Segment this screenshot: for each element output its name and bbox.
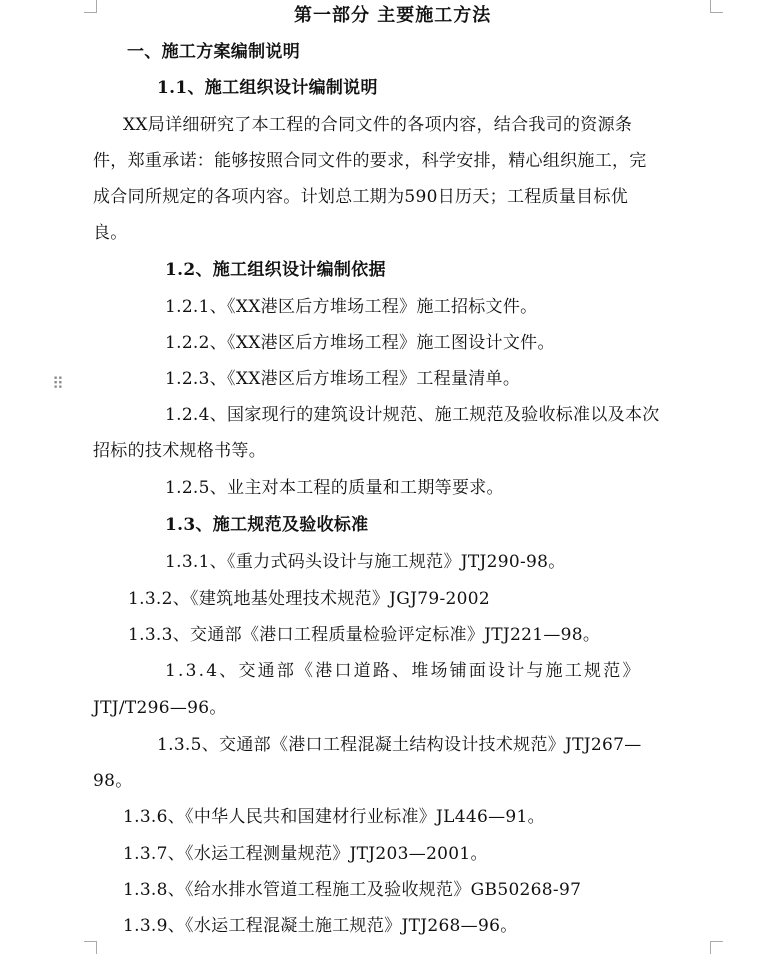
page-title: 第一部分 主要施工方法 <box>294 5 492 26</box>
list-item-continuation: JTJ/T296—96。 <box>93 698 227 718</box>
list-item: 1.2.4、国家现行的建筑设计规范、施工规范及验收标准以及本次 <box>165 405 660 425</box>
crop-mark-bottom-right <box>710 941 723 954</box>
crop-mark-top-left <box>84 0 97 13</box>
list-item: 1.3.2、《建筑地基处理技术规范》JGJ79-2002 <box>128 589 491 609</box>
paragraph-line: XX局详细研究了本工程的合同文件的各项内容，结合我司的资源条 <box>123 115 633 135</box>
crop-mark-bottom-left <box>84 941 97 954</box>
list-item: 1.3.5、交通部《港口工程混凝土结构设计技术规范》JTJ267— <box>157 735 642 755</box>
paragraph-line: 成合同所规定的各项内容。计划总工期为590日历天；工程质量目标优 <box>93 187 629 207</box>
list-item-continuation: 招标的技术规格书等。 <box>93 441 266 461</box>
crop-mark-top-right <box>710 0 723 13</box>
list-item: 1.3.6、《中华人民共和国建材行业标准》JL446—91。 <box>123 807 545 827</box>
paragraph-line: 良。 <box>93 223 128 243</box>
subheading-1-3: 1.3、施工规范及验收标准 <box>165 515 369 535</box>
list-item: 1.3.3、交通部《港口工程质量检验评定标准》JTJ221—98。 <box>128 625 601 645</box>
drag-handle-icon[interactable]: ⠿ <box>52 374 64 393</box>
list-item: 1.3.1、《重力式码头设计与施工规范》JTJ290-98。 <box>165 552 566 572</box>
subheading-1-2: 1.2、施工组织设计编制依据 <box>165 260 386 280</box>
list-item: 1.3.8、《给水排水管道工程施工及验收规范》GB50268-97 <box>123 880 582 900</box>
subheading-1-1: 1.1、施工组织设计编制说明 <box>157 78 378 98</box>
list-item: 1.2.3、《XX港区后方堆场工程》工程量清单。 <box>165 369 521 389</box>
list-item: 1.3.9、《水运工程混凝土施工规范》JTJ268—96。 <box>123 916 518 936</box>
list-item: 1.3.7、《水运工程测量规范》JTJ203—2001。 <box>123 844 488 864</box>
list-item: 1.3.4、交通部《港口道路、堆场铺面设计与施工规范》 <box>165 661 642 681</box>
section-heading-1: 一、施工方案编制说明 <box>127 42 300 62</box>
list-item: 1.2.5、业主对本工程的质量和工期等要求。 <box>165 478 504 498</box>
paragraph-line: 件，郑重承诺：能够按照合同文件的要求，科学安排，精心组织施工，完 <box>93 151 647 171</box>
list-item-continuation: 98。 <box>93 771 133 791</box>
list-item: 1.2.1、《XX港区后方堆场工程》施工招标文件。 <box>165 297 538 317</box>
list-item: 1.2.2、《XX港区后方堆场工程》施工图设计文件。 <box>165 333 555 353</box>
